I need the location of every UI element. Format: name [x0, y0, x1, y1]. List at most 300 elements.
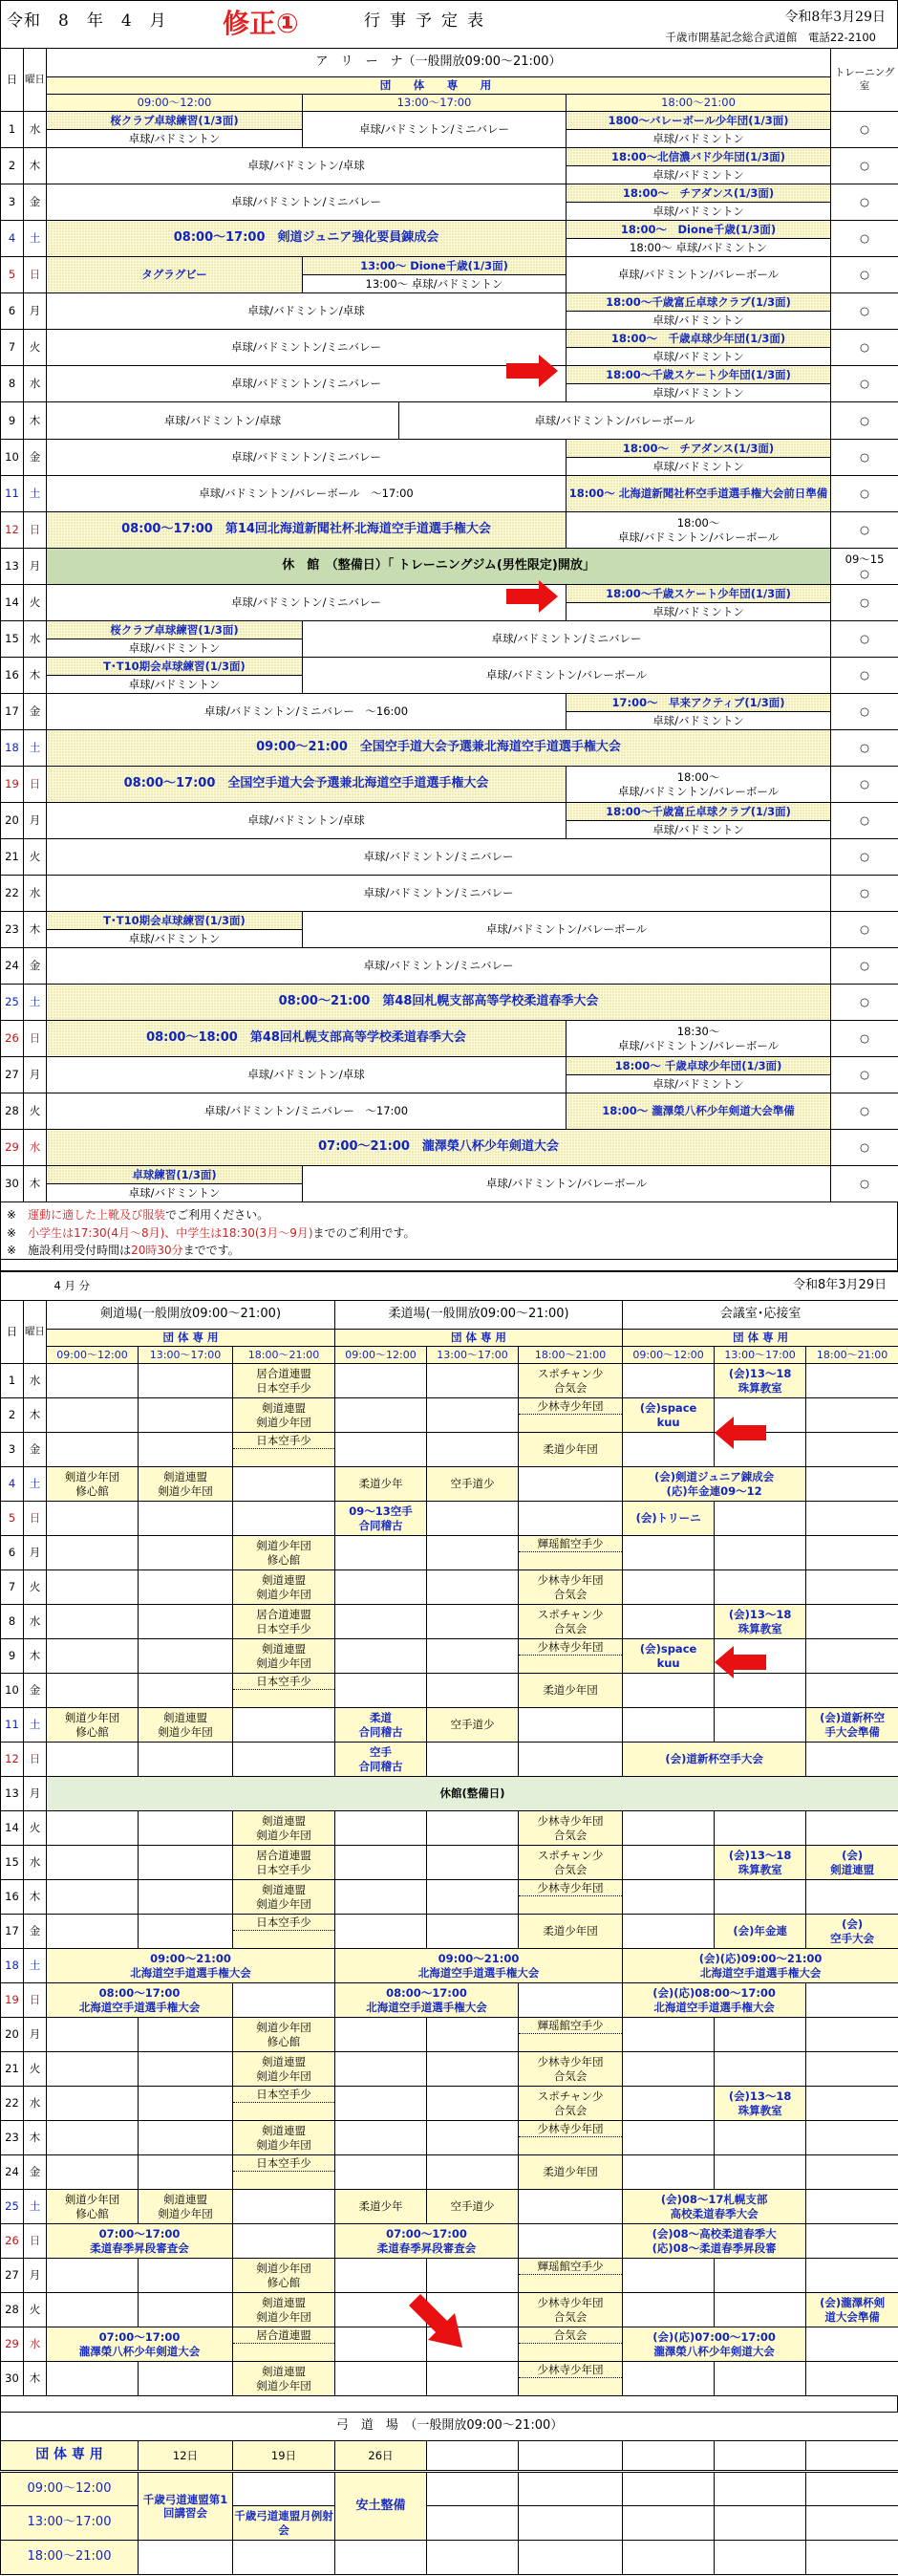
day-number: 8 — [1, 366, 24, 402]
training-room-status: ○ — [831, 803, 898, 839]
day-of-week: 火 — [24, 1811, 47, 1846]
kendo-evening: 居合道連盟 — [233, 2327, 335, 2362]
day-number: 3 — [1, 184, 24, 221]
arena-row-29 — [1, 1130, 898, 1148]
group-booking: 卓球練習(1/3面) — [47, 1166, 303, 1184]
general-use: 18:00～ 卓球/バドミントン/バレーボール — [567, 512, 831, 549]
day-of-week: 木 — [24, 1398, 47, 1433]
day-of-week: 土 — [24, 1949, 47, 1983]
day-number: 6 — [1, 1536, 24, 1570]
training-room-status: ○ — [831, 402, 898, 440]
arena-row-20 — [1, 803, 898, 821]
kendo-evening: 剣道連盟 剣道少年団 — [233, 1398, 335, 1433]
revision-label: 修正① — [223, 8, 299, 39]
day-of-week: 水 — [24, 112, 47, 148]
general-use: 卓球/バドミントン/ミニバレー — [47, 440, 567, 476]
kendo-group-use: 団 体 専 用 — [47, 1330, 335, 1347]
kyudo-group-use: 団 体 専 用 — [1, 2441, 139, 2472]
day-of-week: 水 — [24, 1605, 47, 1639]
general-use: 卓球/バドミントン/ミニバレー — [47, 184, 567, 221]
col-dow: 曜日 — [24, 49, 47, 112]
judo-event: 09:00～21:00 北海道空手道選手権大会 — [335, 1949, 623, 1983]
judo-evening: 少林寺少年団 — [519, 1398, 623, 1433]
general-use: 卓球/バドミントン — [567, 203, 831, 221]
general-use: 卓球/バドミントン/ミニバレー — [47, 948, 831, 985]
day-of-week: 火 — [24, 1570, 47, 1605]
meeting-morning: (会)space kuu — [623, 1639, 715, 1674]
closed-day-banner: 休 館 （整備日）「 トレーニングジム(男性限定)開放」 — [47, 549, 831, 585]
slot-header: 09:00～12:00 — [47, 1347, 139, 1364]
judo-evening: 少林寺少年団 — [519, 2121, 623, 2155]
day-number: 14 — [1, 1811, 24, 1846]
day-number: 23 — [1, 2121, 24, 2155]
training-room-status: ○ — [831, 694, 898, 730]
kendo-event: 08:00～17:00 北海道空手道選手権大会 — [47, 1983, 233, 2018]
general-use: 18:00～ 卓球/バドミントン/バレーボール — [567, 767, 831, 803]
dojo-row-15 — [1, 1846, 898, 1880]
arena-row-26 — [1, 1021, 898, 1039]
training-room-status: ○ — [831, 366, 898, 402]
day-number: 9 — [1, 1639, 24, 1674]
meeting-afternoon: (会)13～18 珠算教室 — [715, 2087, 806, 2121]
second-issue-date: 令和8年3月29日 — [623, 1272, 898, 1301]
event-all-day: 07:00～21:00 瀧澤榮八杯少年剣道大会 — [47, 1130, 831, 1166]
general-use: 卓球/バドミントン/卓球 — [47, 402, 399, 439]
col-day: 日 — [1, 1301, 24, 1364]
day-number: 25 — [1, 985, 24, 1021]
training-room-status: ○ — [831, 839, 898, 876]
day-of-week: 月 — [24, 803, 47, 839]
day-of-week: 木 — [24, 1166, 47, 1202]
meeting-evening: (会)瀧澤杯剣 道大会準備 — [806, 2293, 898, 2327]
arena-row-21 — [1, 839, 898, 857]
day-number: 6 — [1, 293, 24, 330]
arrow-right-icon — [506, 355, 558, 387]
kendo-evening: 日本空手少 — [233, 2155, 335, 2190]
day-of-week: 火 — [24, 2052, 47, 2087]
day-of-week: 金 — [24, 2155, 47, 2190]
day-number: 10 — [1, 440, 24, 476]
training-room-status: ○ — [831, 440, 898, 476]
dojo-row-24 — [1, 2155, 898, 2190]
meeting-event: (会)道新杯空手大会 — [623, 1743, 806, 1777]
day-of-week: 木 — [24, 912, 47, 948]
day-number: 4 — [1, 1467, 24, 1502]
day-of-week: 月 — [24, 1057, 47, 1093]
event-block: 08:00～18:00 第48回札幌支部高等学校柔道春季大会 — [47, 1021, 567, 1057]
kendo-afternoon: 剣道連盟 剣道少年団 — [139, 1708, 233, 1743]
day-number: 12 — [1, 1743, 24, 1777]
training-room-status: ○ — [831, 330, 898, 366]
day-of-week: 土 — [24, 476, 47, 512]
general-use: 卓球/バドミントン — [47, 1184, 303, 1202]
kendo-evening: 居合道連盟 日本空手少 — [233, 1364, 335, 1398]
kendo-evening: 日本空手少 — [233, 1433, 335, 1467]
general-use: 卓球/バドミントン — [567, 712, 831, 730]
arena-row-25 — [1, 985, 898, 1003]
general-use: 卓球/バドミントン/卓球 — [47, 293, 567, 330]
day-of-week: 木 — [24, 1639, 47, 1674]
event-all-day: 08:00～21:00 第48回札幌支部高等学校柔道春季大会 — [47, 985, 831, 1021]
kyudo-event-19: 千歳弓道連盟月例射会 — [233, 2506, 335, 2541]
slot-header: 18:00～21:00 — [519, 1347, 623, 1364]
general-use: 卓球/バドミントン/バレーボール — [567, 257, 831, 293]
group-booking: 18:00～千歳富丘卓球クラブ(1/3面) — [567, 803, 831, 821]
slot-header: 18:00～21:00 — [233, 1347, 335, 1364]
day-number: 20 — [1, 2018, 24, 2052]
training-room-status: ○ — [831, 293, 898, 330]
day-number: 23 — [1, 912, 24, 948]
day-number: 22 — [1, 2087, 24, 2121]
day-number: 1 — [1, 112, 24, 148]
judo-morning: 09～13空手 合同稽古 — [335, 1502, 427, 1536]
arena-row-14 — [1, 585, 898, 603]
day-of-week: 日 — [24, 257, 47, 293]
general-use: 卓球/バドミントン/ミニバレー ～16:00 — [47, 694, 567, 730]
arrow-down-right-icon — [409, 2294, 466, 2351]
judo-evening: 少林寺少年団 合気会 — [519, 2293, 623, 2327]
kendo-evening: 日本空手少 — [233, 1915, 335, 1949]
day-number: 17 — [1, 694, 24, 730]
general-use: 卓球/バドミントン — [567, 312, 831, 330]
kendo-evening: 剣道連盟 剣道少年団 — [233, 2121, 335, 2155]
slot-header: 13:00～17:00 — [715, 1347, 806, 1364]
arena-row-15 — [1, 621, 898, 639]
slot-afternoon: 13:00～17:00 — [303, 95, 567, 112]
training-room-status: ○ — [831, 948, 898, 985]
day-of-week: 木 — [24, 402, 47, 440]
dojo-row-12 — [1, 1743, 898, 1777]
day-of-week: 日 — [24, 767, 47, 803]
judo-evening: 合気会 — [519, 2327, 623, 2362]
general-use: 卓球/バドミントン/卓球 — [47, 1057, 567, 1093]
general-use: 卓球/バドミントン — [567, 603, 831, 621]
day-of-week: 火 — [24, 839, 47, 876]
arena-row-17 — [1, 694, 898, 712]
meeting-title: 会議室･応接室 — [623, 1301, 898, 1330]
group-booking: 18:00～千歳スケート少年団(1/3面) — [567, 366, 831, 384]
general-use: 卓球/バドミントン — [47, 676, 303, 694]
kendo-evening: 居合道連盟 日本空手少 — [233, 1846, 335, 1880]
day-number: 18 — [1, 730, 24, 767]
slot-header: 13:00～17:00 — [139, 1347, 233, 1364]
slot-evening: 18:00～21:00 — [567, 95, 831, 112]
general-use: 卓球/バドミントン — [47, 930, 303, 948]
day-number: 4 — [1, 221, 24, 257]
meeting-afternoon: (会)年金連 — [715, 1915, 806, 1949]
dojo-row-13 — [1, 1777, 898, 1811]
meeting-morning: (会)space kuu — [623, 1398, 715, 1433]
general-use: 13:00～ 卓球/バドミントン — [303, 275, 567, 293]
day-number: 24 — [1, 2155, 24, 2190]
day-of-week: 火 — [24, 330, 47, 366]
kendo-morning: 剣道少年団 修心館 — [47, 2190, 139, 2224]
day-number: 22 — [1, 876, 24, 912]
arena-row-8 — [1, 366, 898, 384]
dojo-row-27 — [1, 2259, 898, 2293]
arena-row-11 — [1, 476, 898, 494]
day-number: 25 — [1, 2190, 24, 2224]
day-number: 21 — [1, 839, 24, 876]
day-of-week: 土 — [24, 221, 47, 257]
general-use: 卓球/バドミントン/バレーボール — [303, 912, 831, 948]
arena-row-5 — [1, 257, 898, 275]
kyudo-slot-afternoon: 13:00～17:00 — [1, 2506, 139, 2541]
dojo-row-30 — [1, 2362, 898, 2396]
meeting-event: (会)08～17札幌支部 高校柔道春季大会 — [623, 2190, 806, 2224]
day-number: 17 — [1, 1915, 24, 1949]
general-use: 卓球/バドミントン — [567, 166, 831, 184]
dojo-row-23 — [1, 2121, 898, 2155]
meeting-event: (会)剣道ジュニア錬成会 (応)年金連09～12 — [623, 1467, 806, 1502]
day-number: 27 — [1, 2259, 24, 2293]
day-number: 29 — [1, 2327, 24, 2362]
event-all-day: 09:00～21:00 全国空手道大会予選兼北海道空手道選手権大会 — [47, 730, 831, 767]
day-number: 29 — [1, 1130, 24, 1166]
general-use: 卓球/バドミントン/ミニバレー — [47, 839, 831, 876]
day-of-week: 木 — [24, 148, 47, 184]
arena-row-13 — [1, 549, 898, 567]
day-of-week: 水 — [24, 366, 47, 402]
day-of-week: 日 — [24, 1743, 47, 1777]
group-booking: 18:00～ チアダンス(1/3面) — [567, 184, 831, 203]
day-number: 2 — [1, 148, 24, 184]
dojo-row-19 — [1, 1983, 898, 2018]
slot-header: 09:00～12:00 — [623, 1347, 715, 1364]
slot-morning: 09:00～12:00 — [47, 95, 303, 112]
day-number: 5 — [1, 257, 24, 293]
general-use: 卓球/バドミントン/バレーボール — [303, 658, 831, 694]
day-number: 30 — [1, 1166, 24, 1202]
closed-day-banner: 休館(整備日) — [47, 1777, 898, 1811]
general-use: 卓球/バドミントン/ミニバレー — [47, 876, 831, 912]
kendo-event: 07:00～17:00 柔道春季昇段審査会 — [47, 2224, 233, 2259]
note-1: ※ 運動に適した上靴及び服装でご利用ください。 — [7, 1208, 269, 1222]
day-of-week: 火 — [24, 585, 47, 621]
kyudo-date-19: 19日 — [233, 2441, 335, 2472]
arrow-left-icon — [715, 1417, 766, 1449]
day-number: 15 — [1, 1846, 24, 1880]
general-use: 卓球/バドミントン — [567, 1075, 831, 1093]
dojo-row-16 — [1, 1880, 898, 1915]
spacer — [0, 2396, 898, 2412]
kendo-afternoon: 剣道連盟 剣道少年団 — [139, 2190, 233, 2224]
slot-header: 18:00～21:00 — [806, 1347, 898, 1364]
group-booking: 桜クラブ卓球練習(1/3面) — [47, 112, 303, 130]
training-room-status: ○ — [831, 912, 898, 948]
day-of-week: 月 — [24, 2259, 47, 2293]
kyudo-schedule-table — [0, 2412, 898, 2575]
note-2: ※ 小学生は17:30(4月～8月)、中学生は18:30(3月～9月)までのご利用です。 — [7, 1225, 416, 1240]
day-of-week: 月 — [24, 293, 47, 330]
day-of-week: 金 — [24, 1433, 47, 1467]
event-block: 08:00～17:00 剣道ジュニア強化要員錬成会 — [47, 221, 567, 257]
day-number: 19 — [1, 767, 24, 803]
meeting-group-use: 団 体 専 用 — [623, 1330, 898, 1347]
meeting-event: (会)(応)08:00～17:00 北海道空手道選手権大会 — [623, 1983, 806, 2018]
day-number: 15 — [1, 621, 24, 658]
general-use: 卓球/バドミントン/ミニバレー — [47, 366, 567, 402]
general-use: 卓球/バドミントン/バレーボール — [303, 1166, 831, 1202]
judo-evening: 輝瑶館空手少 — [519, 1536, 623, 1570]
day-of-week: 火 — [24, 2293, 47, 2327]
event-block: 08:00～17:00 第14回北海道新聞社杯北海道空手道選手権大会 — [47, 512, 567, 549]
day-of-week: 水 — [24, 876, 47, 912]
kendo-evening: 剣道連盟 剣道少年団 — [233, 1880, 335, 1915]
judo-evening: スポチャン少 合気会 — [519, 1846, 623, 1880]
judo-afternoon: 空手道少 — [427, 1708, 519, 1743]
note-3: ※ 施設利用受付時間は20時30分までです。 — [7, 1244, 240, 1258]
judo-evening: 少林寺少年団 — [519, 1639, 623, 1674]
group-booking: 桜クラブ卓球練習(1/3面) — [47, 621, 303, 639]
dojo-row-18 — [1, 1949, 898, 1983]
day-of-week: 土 — [24, 730, 47, 767]
training-room-status: ○ — [831, 1057, 898, 1093]
col-day: 日 — [1, 49, 24, 112]
general-use: 卓球/バドミントン — [567, 348, 831, 366]
general-use: 卓球/バドミントン/バレーボール — [534, 413, 695, 427]
col-dow: 曜日 — [24, 1301, 47, 1364]
group-booking: 18:00～千歳スケート少年団(1/3面) — [567, 585, 831, 603]
day-number: 5 — [1, 1502, 24, 1536]
day-of-week: 日 — [24, 1021, 47, 1057]
kendo-evening: 日本空手少 — [233, 2087, 335, 2121]
arrow-left-icon — [715, 1646, 766, 1678]
day-number: 30 — [1, 2362, 24, 2396]
day-number: 28 — [1, 2293, 24, 2327]
day-number: 27 — [1, 1057, 24, 1093]
judo-evening: 少林寺少年団 合気会 — [519, 2052, 623, 2087]
judo-evening: スポチャン少 合気会 — [519, 2087, 623, 2121]
judo-evening: スポチャン少 合気会 — [519, 1364, 623, 1398]
judo-evening: 柔道少年団 — [519, 2155, 623, 2190]
arena-title: ア リ ー ナ（一般開放09:00～21:00） — [47, 49, 831, 77]
judo-evening: 輝瑶館空手少 — [519, 2259, 623, 2293]
kendo-evening: 剣道少年団 修心館 — [233, 2018, 335, 2052]
general-use: 卓球/バドミントン — [567, 130, 831, 148]
kendo-evening: 剣道連盟 剣道少年団 — [233, 2362, 335, 2396]
event-block: 08:00～17:00 全国空手道大会予選兼北海道空手道選手権大会 — [47, 767, 567, 803]
general-use: 卓球/バドミントン/ミニバレー — [303, 621, 831, 658]
kendo-event: 07:00～17:00 瀧澤榮八杯少年剣道大会 — [47, 2327, 233, 2362]
dojo-row-21 — [1, 2052, 898, 2087]
arena-schedule-table — [0, 48, 898, 1202]
month-label: 4 月 分 — [47, 1272, 623, 1301]
training-room-status: ○ — [831, 112, 898, 148]
day-of-week: 土 — [24, 985, 47, 1021]
training-room-status: ○ — [831, 1021, 898, 1057]
kendo-morning: 剣道少年団 修心館 — [47, 1708, 139, 1743]
judo-event: 07:00～17:00 柔道春季昇段審査会 — [335, 2224, 519, 2259]
judo-evening: 輝瑶館空手少 — [519, 2018, 623, 2052]
kendo-evening: 剣道連盟 剣道少年団 — [233, 1639, 335, 1674]
arena-row-30 — [1, 1166, 898, 1184]
kendo-evening: 日本空手少 — [233, 1674, 335, 1708]
group-booking: 1800～バレーボール少年団(1/3面) — [567, 112, 831, 130]
day-number: 28 — [1, 1093, 24, 1130]
group-booking: 17:00～ 早来アクティブ(1/3面) — [567, 694, 831, 712]
day-of-week: 水 — [24, 1364, 47, 1398]
day-number: 24 — [1, 948, 24, 985]
kyudo-slot-evening: 18:00～21:00 — [1, 2541, 139, 2575]
training-room-status: ○ — [831, 184, 898, 221]
training-room-status: ○ — [831, 621, 898, 658]
training-room-status: ○ — [831, 767, 898, 803]
dojo-row-7 — [1, 1570, 898, 1605]
dojo-row-20 — [1, 2018, 898, 2052]
meeting-evening: (会) 剣道連盟 — [806, 1846, 898, 1880]
arena-row-27 — [1, 1057, 898, 1075]
day-number: 16 — [1, 1880, 24, 1915]
slot-header: 13:00～17:00 — [427, 1347, 519, 1364]
judo-morning: 空手 合同稽古 — [335, 1743, 427, 1777]
day-number: 7 — [1, 330, 24, 366]
meeting-event: (会)(応)07:00～17:00 瀧澤榮八杯少年剣道大会 — [623, 2327, 806, 2362]
kyudo-date-12: 12日 — [139, 2441, 233, 2472]
slot-header: 09:00～12:00 — [335, 1347, 427, 1364]
training-room-status: ○ — [831, 257, 898, 293]
training-room-header: トレーニング室 — [831, 49, 898, 112]
kyudo-slot-morning: 09:00～12:00 — [1, 2472, 139, 2506]
day-of-week: 日 — [24, 1502, 47, 1536]
day-number: 26 — [1, 2224, 24, 2259]
day-number: 26 — [1, 1021, 24, 1057]
meeting-afternoon: (会)13～18 珠算教室 — [715, 1364, 806, 1398]
judo-evening: 柔道少年団 — [519, 1674, 623, 1708]
doc-title: 行事予定表 — [364, 11, 493, 31]
arena-row-10 — [1, 440, 898, 458]
judo-evening: 少林寺少年団 — [519, 2362, 623, 2396]
day-number: 1 — [1, 1364, 24, 1398]
group-booking: 18:00～ 瀧澤榮八杯少年剣道大会準備 — [567, 1093, 831, 1130]
day-of-week: 木 — [24, 1880, 47, 1915]
group-booking: T･T10期会卓球練習(1/3面) — [47, 912, 303, 930]
day-number: 12 — [1, 512, 24, 549]
day-number: 16 — [1, 658, 24, 694]
dojo-row-1 — [1, 1364, 898, 1398]
day-of-week: 日 — [24, 1983, 47, 2018]
arena-row-2 — [1, 148, 898, 166]
day-number: 9 — [1, 402, 24, 440]
day-of-week: 日 — [24, 2224, 47, 2259]
group-booking: 13:00～ Dione千歳(1/3面) — [303, 257, 567, 275]
day-number: 7 — [1, 1570, 24, 1605]
dojo-row-8 — [1, 1605, 898, 1639]
meeting-morning: (会)トリーニ — [623, 1502, 715, 1536]
training-room-status: ○ — [831, 1166, 898, 1202]
day-number: 11 — [1, 476, 24, 512]
day-of-week: 金 — [24, 184, 47, 221]
day-of-week: 金 — [24, 1674, 47, 1708]
arena-row-22 — [1, 876, 898, 894]
day-of-week: 水 — [24, 2327, 47, 2362]
kyudo-title: 弓 道 場 （一般開放09:00～21:00） — [1, 2413, 898, 2441]
meeting-afternoon: (会)13～18 珠算教室 — [715, 1605, 806, 1639]
general-use: 卓球/バドミントン/ミニバレー — [47, 585, 567, 621]
day-number: 3 — [1, 1433, 24, 1467]
general-use: 卓球/バドミントン — [567, 821, 831, 839]
judo-evening: 少林寺少年団 合気会 — [519, 1811, 623, 1846]
general-use: 卓球/バドミントン/ミニバレー ～17:00 — [47, 1093, 567, 1130]
arena-row-4 — [1, 221, 898, 239]
group-booking: 18:00～ チアダンス(1/3面) — [567, 440, 831, 458]
training-room-status: ○ — [831, 730, 898, 767]
judo-evening: 柔道少年団 — [519, 1433, 623, 1467]
day-of-week: 水 — [24, 1130, 47, 1166]
issue-date: 令和8年3月29日 — [784, 10, 886, 25]
arena-row-19 — [1, 767, 898, 785]
training-room-status: ○ — [831, 658, 898, 694]
